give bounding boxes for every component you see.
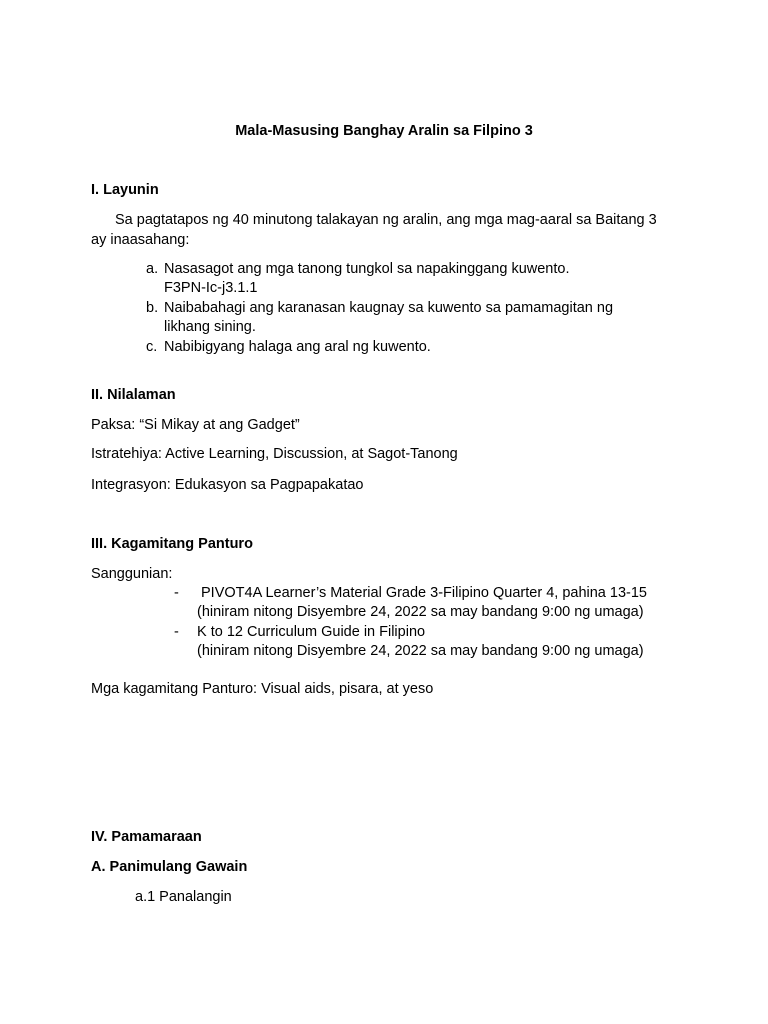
subheading-panimulang-gawain: A. Panimulang Gawain [91,859,248,875]
document-title: Mala-Masusing Banghay Aralin sa Filpino 3 [235,123,533,139]
reference-1-line2: (hiniram nitong Disyembre 24, 2022 sa may bandang 9:00 ng umaga) [197,604,644,620]
reference-2-line1: K to 12 Curriculum Guide in Filipino [197,624,426,640]
reference-2-line2: (hiniram nitong Disyembre 24, 2022 sa may bandang 9:00 ng umaga) [197,643,644,659]
istratehiya-text: Istratehiya: Active Learning, Discussion, at Sagot-Tanong [91,446,458,462]
objective-c-line1: Nabibigyang halaga ang aral ng kuwento. [164,339,431,355]
section-heading-pamamaraan: IV. Pamamaraan [91,829,202,845]
objective-a-line1: Nasasagot ang mga tanong tungkol sa napakinggang kuwento. [164,261,570,277]
reference-2-marker: - [174,624,179,640]
objective-b-line2: likhang sining. [164,319,256,335]
reference-1-line1: PIVOT4A Learner’s Material Grade 3-Filipino Quarter 4, pahina 13-15 [201,585,647,601]
sanggunian-label: Sanggunian: [91,566,173,582]
materials-text: Mga kagamitang Panturo: Visual aids, pisara, at yeso [91,681,434,697]
section-heading-layunin: I. Layunin [91,182,159,198]
section-heading-kagamitan: III. Kagamitang Panturo [91,536,253,552]
paksa-text: Paksa: “Si Mikay at ang Gadget” [91,417,300,433]
integrasyon-text: Integrasyon: Edukasyon sa Pagpapakatao [91,477,364,493]
objective-b-line1: Naibabahagi ang karanasan kaugnay sa kuwento sa pamamagitan ng [164,300,614,316]
list-marker-c: c. [146,339,158,355]
layunin-intro-line1: Sa pagtatapos ng 40 minutong talakayan ng aralin, ang mga mag-aaral sa Baitang 3 [115,212,657,228]
list-marker-a: a. [146,261,159,277]
section-heading-nilalaman: II. Nilalaman [91,387,176,403]
layunin-intro-line2: ay inaasahang: [91,232,190,248]
list-marker-b: b. [146,300,159,316]
panalangin-item: a.1 Panalangin [135,889,232,905]
objective-a-line2: F3PN-Ic-j3.1.1 [164,280,258,296]
reference-1-marker: - [174,585,179,601]
